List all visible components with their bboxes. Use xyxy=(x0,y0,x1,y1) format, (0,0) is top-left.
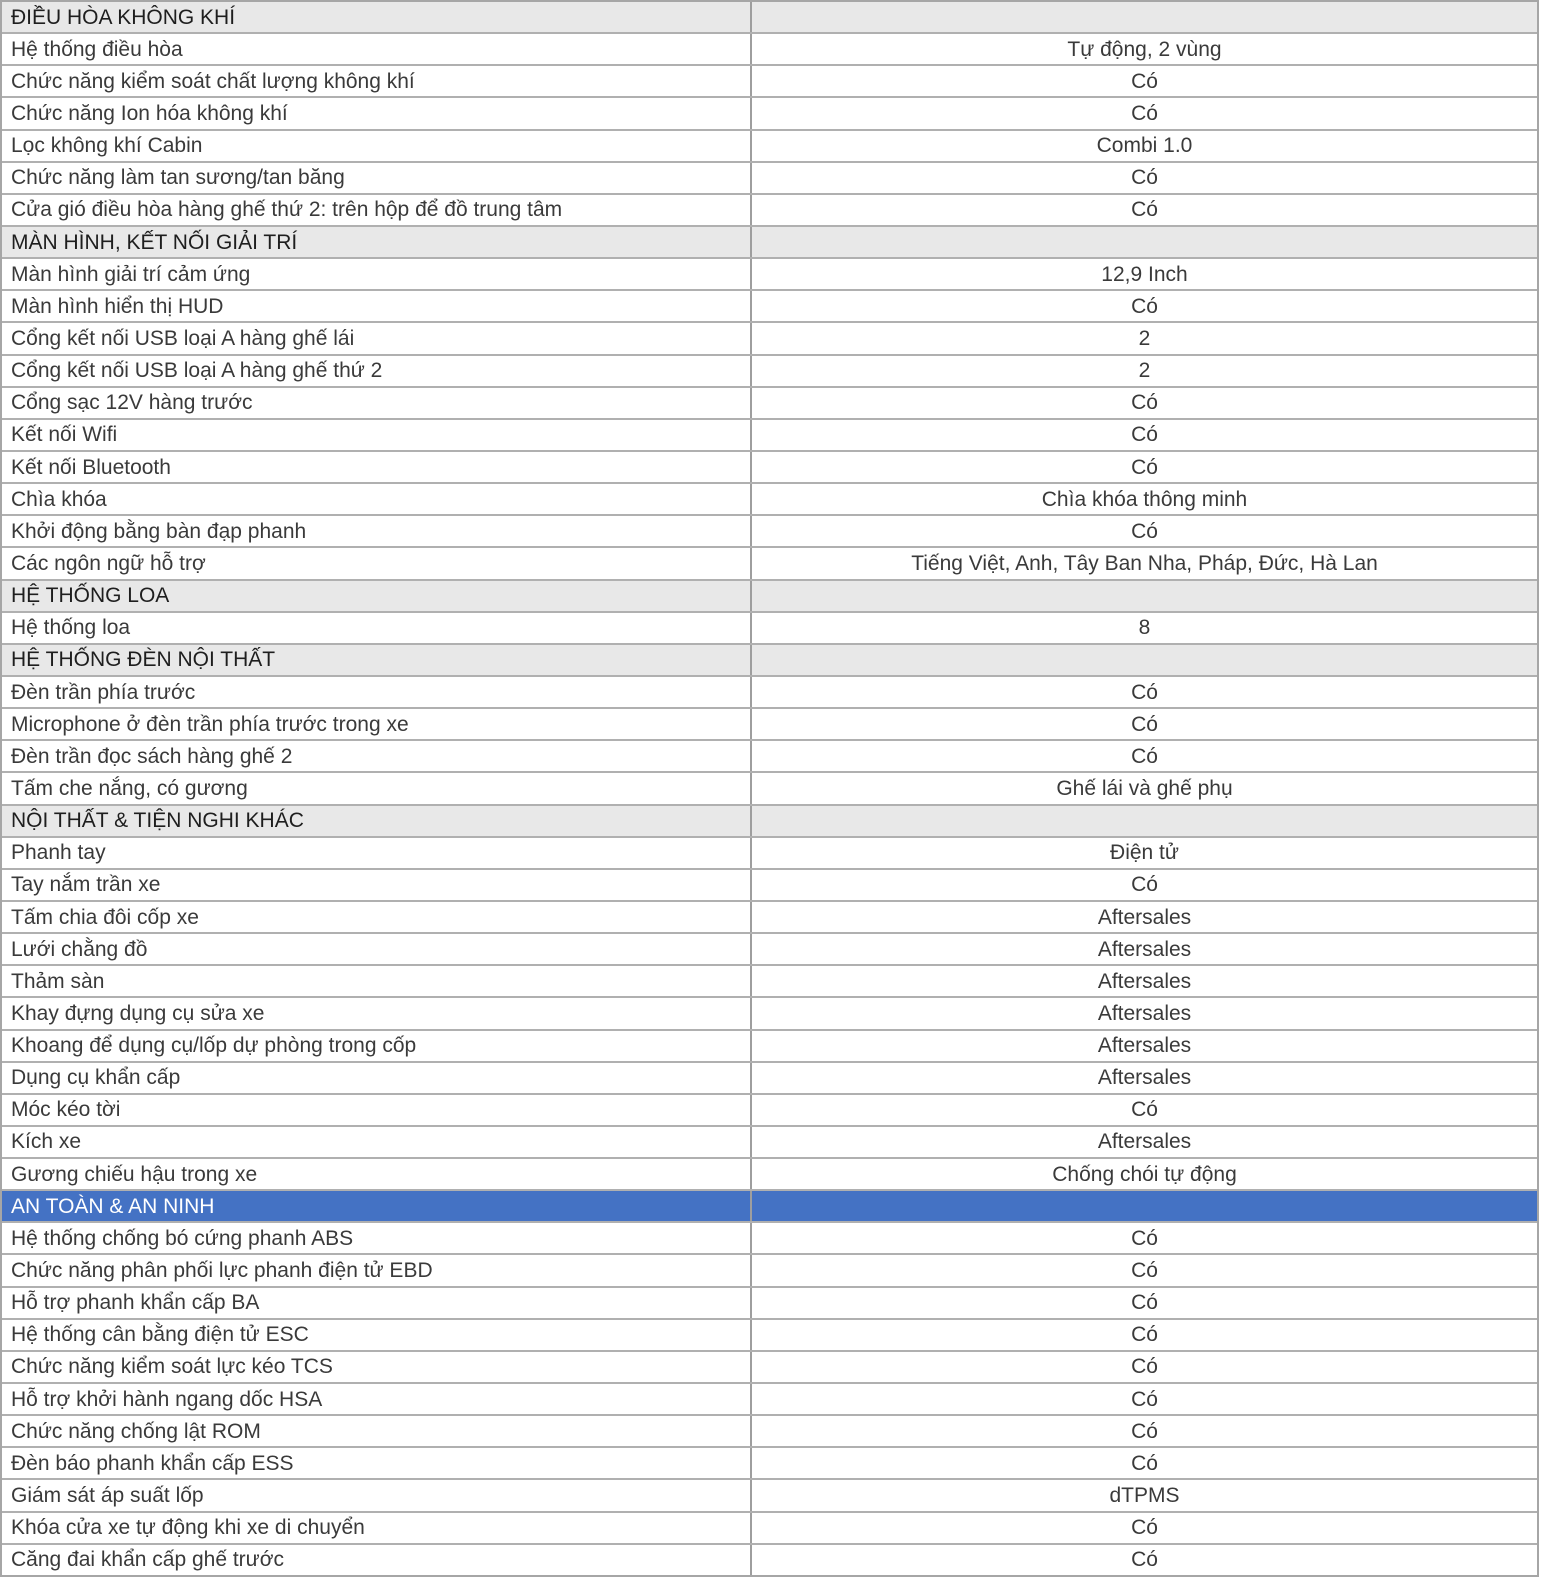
section-header-row xyxy=(2,1191,1537,1223)
section-value-cell xyxy=(752,806,1537,836)
table-row xyxy=(2,66,1537,98)
feature-value-cell: Có xyxy=(1131,1291,1158,1315)
section-title: HỆ THỐNG ĐÈN NỘI THẤT xyxy=(2,645,752,675)
feature-name-cell: Chức năng chống lật ROM xyxy=(2,1416,752,1446)
feature-value-cell: Aftersales xyxy=(1097,937,1192,961)
feature-name-cell: Đèn báo phanh khẩn cấp ESS xyxy=(2,1448,752,1478)
feature-value-cell: Có xyxy=(1131,1226,1158,1250)
feature-value-cell: Có xyxy=(1131,391,1158,415)
feature-name-cell: Cửa gió điều hòa hàng ghế thứ 2: trên hộp để đồ trung tâm xyxy=(2,195,752,225)
feature-name-cell: Khởi động bằng bàn đạp phanh xyxy=(2,516,752,546)
table-row xyxy=(2,1223,1537,1255)
feature-value-cell: Có xyxy=(1131,1419,1158,1443)
feature-value-cell: Có xyxy=(1131,873,1158,897)
table-row xyxy=(2,1095,1537,1127)
feature-name-cell: Hệ thống loa xyxy=(2,613,752,643)
table-row xyxy=(2,1545,1537,1575)
section-header-row xyxy=(2,645,1537,677)
table-row xyxy=(2,1127,1537,1159)
table-row xyxy=(2,1513,1537,1545)
table-row xyxy=(2,677,1537,709)
section-value-cell xyxy=(752,2,1537,32)
table-row xyxy=(2,1480,1537,1512)
table-row xyxy=(2,998,1537,1030)
feature-value-cell: Chống chói tự động xyxy=(1052,1162,1237,1186)
feature-value-cell: Có xyxy=(1131,423,1158,447)
section-title: HỆ THỐNG LOA xyxy=(2,581,752,611)
section-value-cell xyxy=(752,581,1537,611)
table-row xyxy=(2,1352,1537,1384)
section-value-cell xyxy=(752,645,1537,675)
feature-name-cell: Microphone ở đèn trần phía trước trong xe xyxy=(2,709,752,739)
feature-name-cell: Khóa cửa xe tự động khi xe di chuyển xyxy=(2,1513,752,1543)
table-row xyxy=(2,195,1537,227)
feature-name-cell: Các ngôn ngữ hỗ trợ xyxy=(2,548,752,578)
feature-name-cell: Khay đựng dụng cụ sửa xe xyxy=(2,998,752,1028)
feature-name-cell: Chức năng phân phối lực phanh điện tử EBD xyxy=(2,1255,752,1285)
feature-value-cell: Có xyxy=(1131,455,1158,479)
feature-name-cell: Hệ thống điều hòa xyxy=(2,34,752,64)
table-row xyxy=(2,98,1537,130)
feature-value-cell: Có xyxy=(1131,69,1158,93)
feature-name-cell: Hệ thống cân bằng điện tử ESC xyxy=(2,1320,752,1350)
feature-value-cell: Tiếng Việt, Anh, Tây Ban Nha, Pháp, Đức, Hà Lan xyxy=(911,551,1378,575)
feature-value-cell: Có xyxy=(1131,519,1158,543)
feature-value-cell: Có xyxy=(1131,1516,1158,1540)
table-row xyxy=(2,966,1537,998)
feature-name-cell: Móc kéo tời xyxy=(2,1095,752,1125)
table-row xyxy=(2,452,1537,484)
feature-value-cell: Có xyxy=(1131,712,1158,736)
feature-value-cell: Có xyxy=(1131,744,1158,768)
table-row xyxy=(2,613,1537,645)
feature-name-cell: Màn hình giải trí cảm ứng xyxy=(2,259,752,289)
feature-value-cell: Aftersales xyxy=(1097,1034,1192,1058)
table-row xyxy=(2,356,1537,388)
table-row xyxy=(2,1384,1537,1416)
feature-name-cell: Kết nối Bluetooth xyxy=(2,452,752,482)
feature-name-cell: Chức năng kiểm soát lực kéo TCS xyxy=(2,1352,752,1382)
section-header-row xyxy=(2,581,1537,613)
feature-value-cell: Aftersales xyxy=(1097,1001,1192,1025)
feature-value-cell: Có xyxy=(1131,1387,1158,1411)
feature-name-cell: Kết nối Wifi xyxy=(2,420,752,450)
section-title: ĐIỀU HÒA KHÔNG KHÍ xyxy=(2,2,752,32)
table-row xyxy=(2,323,1537,355)
table-row xyxy=(2,1320,1537,1352)
table-row xyxy=(2,484,1537,516)
feature-value-cell: Điện tử xyxy=(1110,841,1179,865)
feature-value-cell: Tự động, 2 vùng xyxy=(1067,37,1222,61)
section-title: AN TOÀN & AN NINH xyxy=(2,1191,752,1221)
feature-value-cell: Có xyxy=(1131,101,1158,125)
feature-value-cell: Chìa khóa thông minh xyxy=(1041,487,1248,511)
table-row xyxy=(2,773,1537,805)
table-row xyxy=(2,1031,1537,1063)
feature-value-cell: Có xyxy=(1131,1098,1158,1122)
feature-name-cell: Chức năng Ion hóa không khí xyxy=(2,98,752,128)
feature-value-cell: Có xyxy=(1131,166,1158,190)
feature-name-cell: Khoang để dụng cụ/lốp dự phòng trong cốp xyxy=(2,1031,752,1061)
feature-name-cell: Lọc không khí Cabin xyxy=(2,131,752,161)
table-row xyxy=(2,1063,1537,1095)
feature-name-cell: Hỗ trợ phanh khẩn cấp BA xyxy=(2,1288,752,1318)
feature-value-cell: Có xyxy=(1131,294,1158,318)
table-row xyxy=(2,1288,1537,1320)
feature-value-cell: Có xyxy=(1131,1323,1158,1347)
table-row xyxy=(2,1448,1537,1480)
feature-value-cell: Có xyxy=(1131,1259,1158,1283)
feature-name-cell: Chức năng làm tan sương/tan băng xyxy=(2,163,752,193)
feature-value-cell: Có xyxy=(1131,1548,1158,1572)
section-value-cell xyxy=(752,227,1537,257)
feature-name-cell: Chức năng kiểm soát chất lượng không khí xyxy=(2,66,752,96)
feature-name-cell: Cổng kết nối USB loại A hàng ghế lái xyxy=(2,323,752,353)
feature-value-cell: Có xyxy=(1131,1451,1158,1475)
feature-name-cell: Lưới chằng đồ xyxy=(2,934,752,964)
feature-value-cell: Aftersales xyxy=(1097,1130,1192,1154)
table-row xyxy=(2,902,1537,934)
section-title: NỘI THẤT & TIỆN NGHI KHÁC xyxy=(2,806,752,836)
table-row xyxy=(2,838,1537,870)
feature-name-cell: Tay nắm trần xe xyxy=(2,870,752,900)
feature-value-cell: Aftersales xyxy=(1097,969,1192,993)
table-row xyxy=(2,131,1537,163)
section-header-row xyxy=(2,806,1537,838)
section-header-row xyxy=(2,2,1537,34)
table-row xyxy=(2,548,1537,580)
feature-value-cell: Có xyxy=(1131,680,1158,704)
feature-value-cell: Ghế lái và ghế phụ xyxy=(1056,776,1233,800)
feature-name-cell: Đèn trần phía trước xyxy=(2,677,752,707)
feature-name-cell: Dụng cụ khẩn cấp xyxy=(2,1063,752,1093)
feature-value-cell: Combi 1.0 xyxy=(1096,134,1193,158)
table-row xyxy=(2,163,1537,195)
table-row xyxy=(2,388,1537,420)
feature-value-cell: Có xyxy=(1131,1355,1158,1379)
feature-value-cell: dTPMS xyxy=(1109,1484,1180,1508)
feature-name-cell: Thảm sàn xyxy=(2,966,752,996)
section-title: MÀN HÌNH, KẾT NỐI GIẢI TRÍ xyxy=(2,227,752,257)
table-row xyxy=(2,934,1537,966)
feature-name-cell: Cổng kết nối USB loại A hàng ghế thứ 2 xyxy=(2,356,752,386)
table-row xyxy=(2,420,1537,452)
feature-value-cell: Aftersales xyxy=(1097,905,1192,929)
feature-name-cell: Hệ thống chống bó cứng phanh ABS xyxy=(2,1223,752,1253)
feature-value-cell: Aftersales xyxy=(1097,1066,1192,1090)
section-value-cell xyxy=(752,1191,1537,1221)
section-header-row xyxy=(2,227,1537,259)
feature-name-cell: Tấm chia đôi cốp xe xyxy=(2,902,752,932)
feature-name-cell: Đèn trần đọc sách hàng ghế 2 xyxy=(2,741,752,771)
feature-name-cell: Hỗ trợ khởi hành ngang dốc HSA xyxy=(2,1384,752,1414)
table-row xyxy=(2,870,1537,902)
feature-name-cell: Cổng sạc 12V hàng trước xyxy=(2,388,752,418)
feature-name-cell: Căng đai khẩn cấp ghế trước xyxy=(2,1545,752,1575)
table-row xyxy=(2,1416,1537,1448)
feature-name-cell: Tấm che nắng, có gương xyxy=(2,773,752,803)
feature-name-cell: Kích xe xyxy=(2,1127,752,1157)
table-row xyxy=(2,516,1537,548)
feature-name-cell: Giám sát áp suất lốp xyxy=(2,1480,752,1510)
feature-value-cell: 12,9 Inch xyxy=(1101,262,1188,286)
feature-value-cell: 8 xyxy=(1138,616,1151,640)
feature-name-cell: Màn hình hiển thị HUD xyxy=(2,291,752,321)
table-row xyxy=(2,1159,1537,1191)
feature-value-cell: 2 xyxy=(1138,326,1151,350)
feature-value-cell: Có xyxy=(1131,198,1158,222)
table-row xyxy=(2,1255,1537,1287)
feature-name-cell: Chìa khóa xyxy=(2,484,752,514)
feature-value-cell: 2 xyxy=(1138,359,1151,383)
table-row xyxy=(2,709,1537,741)
table-row xyxy=(2,34,1537,66)
table-row xyxy=(2,259,1537,291)
feature-name-cell: Gương chiếu hậu trong xe xyxy=(2,1159,752,1189)
table-row xyxy=(2,291,1537,323)
table-row xyxy=(2,741,1537,773)
feature-name-cell: Phanh tay xyxy=(2,838,752,868)
